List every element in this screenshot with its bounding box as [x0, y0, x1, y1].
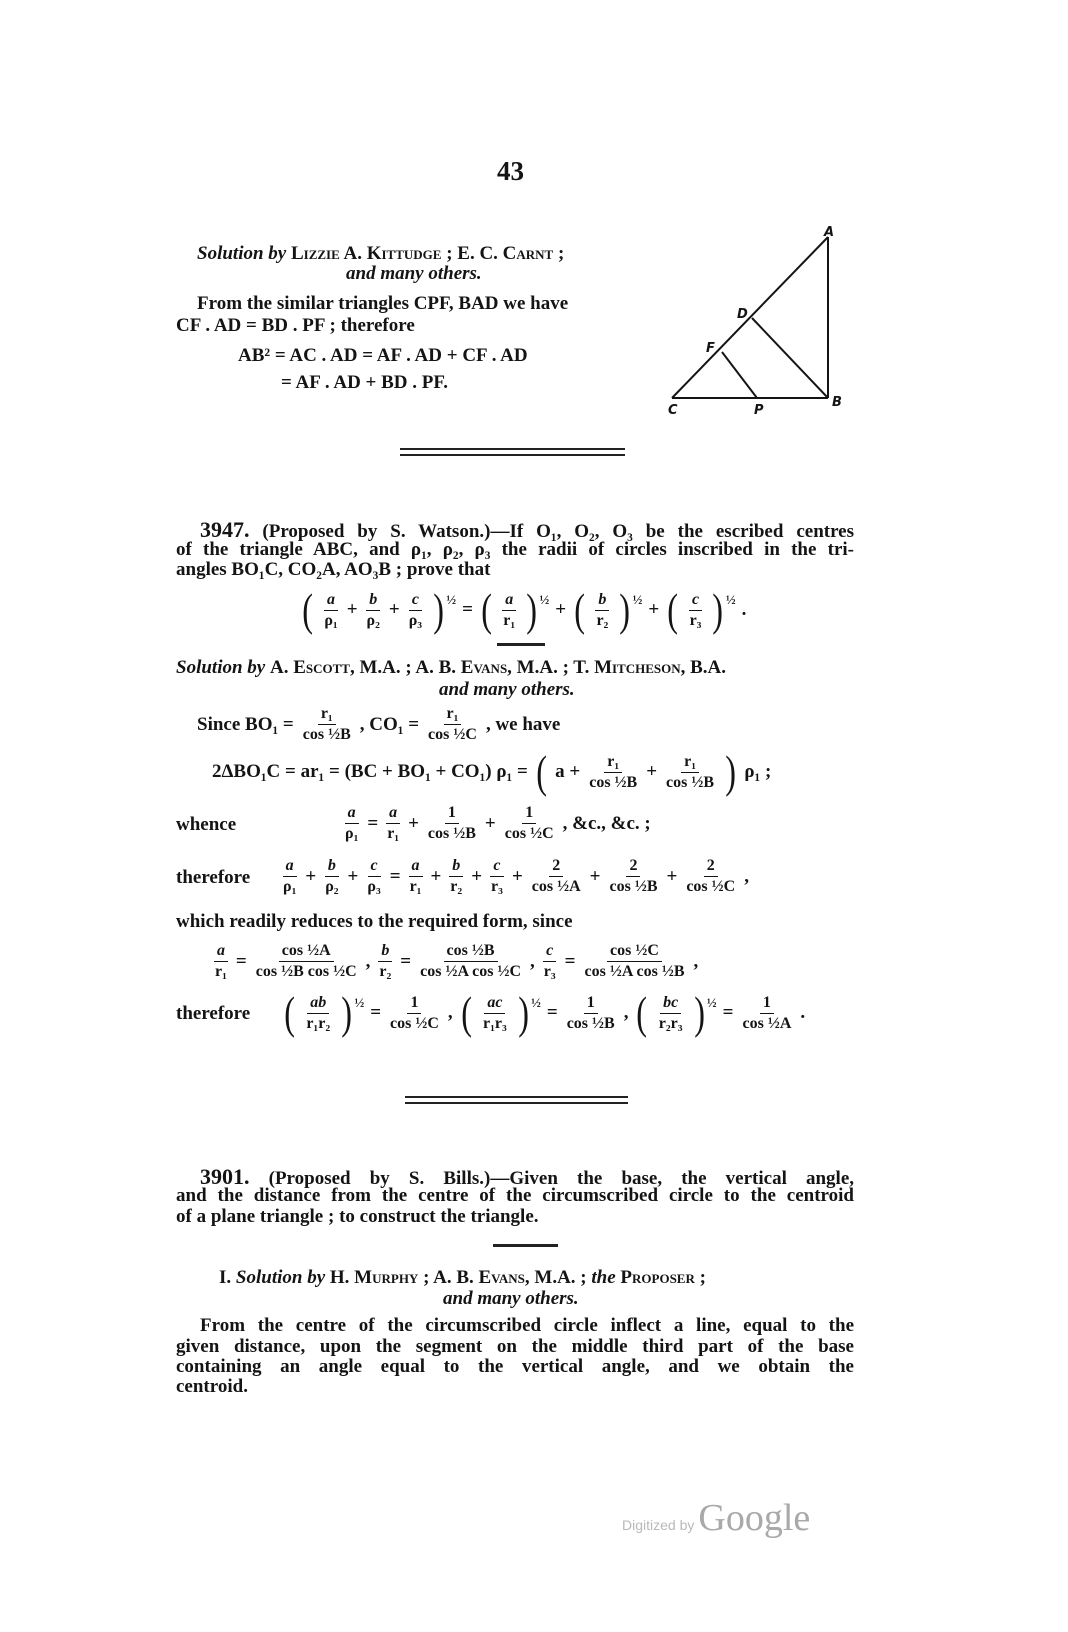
numerator: r₁: [318, 705, 336, 725]
fraction: [656, 994, 686, 1033]
numerator: a: [214, 942, 228, 962]
exponent: ½: [354, 995, 365, 1010]
problem-number: 3901.: [200, 1164, 250, 1189]
numerator: 2: [626, 857, 640, 877]
equation-text: +: [555, 599, 567, 620]
solution-heading: [219, 1267, 706, 1289]
exponent: ½: [706, 995, 717, 1010]
equation-text: ,: [693, 950, 699, 972]
equation-text: ,: [530, 950, 535, 972]
equation-text: , &c., &c. ;: [562, 812, 651, 834]
fraction: [425, 705, 480, 744]
solution-number: I.: [219, 1267, 232, 1288]
parenthesis: (: [481, 584, 492, 635]
area-equation: [212, 746, 772, 797]
fraction: [683, 857, 738, 896]
numerator: r₁: [681, 753, 699, 773]
denominator: cos ½A cos ½C: [420, 963, 521, 980]
equation-text: Since BO₁ =: [197, 713, 294, 735]
equation-text: +: [666, 865, 678, 887]
denominator: r₂: [379, 963, 392, 980]
fraction: [303, 994, 333, 1033]
google-logo: Google: [698, 1497, 811, 1539]
solution-authors: H. Murphy ; A. B. Evans, M.A. ;: [329, 1267, 587, 1288]
numerator: 2: [704, 857, 718, 877]
solution-proposer: Proposer ;: [620, 1267, 706, 1288]
exponent: ½: [531, 995, 541, 1010]
problem-text: (Proposed by S. Bills.)—Given the base, the vertical angle,: [268, 1168, 855, 1189]
fraction: [376, 942, 394, 981]
fraction: [417, 942, 524, 981]
problem-text: and the distance from the centre of the circumscribed circle to the centroid: [176, 1185, 854, 1206]
solution-label: Solution by: [197, 243, 287, 264]
text-line: From the similar triangles CPF, BAD we have: [197, 293, 569, 314]
numerator: b: [595, 591, 609, 611]
equation-text: +: [305, 865, 317, 887]
section-divider: [400, 448, 625, 450]
denominator: r₃: [689, 611, 702, 629]
denominator: r₁: [387, 825, 400, 842]
denominator: ρ₁: [283, 878, 297, 895]
solution-authors: Lizzie A. Kittudge ; E. C. Carnt ;: [290, 243, 565, 264]
equation-text: +: [347, 865, 359, 887]
numerator: cos ½B: [444, 942, 498, 962]
numerator: 1: [522, 804, 536, 824]
text-line: CF . AD = BD . PF ; therefore: [176, 315, 415, 336]
whence-equation: [342, 804, 651, 843]
denominator: ρ₁: [345, 825, 359, 842]
denominator: cos ½A cos ½B: [584, 963, 685, 980]
equation-text: +: [484, 812, 496, 834]
parenthesis: ): [712, 584, 724, 635]
fraction: [687, 591, 705, 630]
numerator: a: [283, 857, 297, 877]
fraction: [581, 942, 687, 981]
numerator: c: [409, 591, 422, 611]
fraction: [364, 591, 383, 630]
denominator: ρ₃: [367, 878, 381, 895]
parenthesis: (: [460, 987, 472, 1038]
numerator: 1: [584, 994, 598, 1014]
label-b: B: [832, 395, 842, 410]
fraction: [529, 857, 584, 896]
fraction: [322, 857, 341, 896]
exponent: ½: [632, 592, 643, 607]
equation-text: =: [722, 1002, 734, 1023]
prove-equation: [300, 584, 747, 635]
therefore-equation-2: [282, 987, 806, 1038]
equation-text: +: [646, 761, 658, 782]
equation-text: =: [400, 950, 412, 972]
equation-text: +: [346, 599, 358, 620]
numerator: a: [409, 857, 423, 877]
fraction: [586, 753, 640, 792]
equation-text: .: [741, 599, 747, 620]
problem-text: (Proposed by S. Watson.)—If O₁, O₂, O₃ be the escribed centres: [262, 521, 854, 542]
section-divider: [405, 1096, 628, 1098]
equation-text: +: [471, 865, 483, 887]
parenthesis: ): [341, 987, 353, 1038]
therefore-label: therefore: [176, 867, 251, 888]
numerator: a: [386, 804, 400, 824]
equation-text: ,: [623, 1002, 629, 1023]
body-line: given distance, upon the segment on the middle third part of the base: [176, 1336, 854, 1357]
fraction: [663, 753, 717, 792]
denominator: cos ½B: [302, 726, 351, 743]
therefore-label: therefore: [176, 1003, 251, 1024]
cos-equations: [212, 942, 698, 981]
equation-text: +: [388, 599, 400, 620]
body-line: containing an angle equal to the vertical angle, and we obtain the: [176, 1356, 854, 1377]
denominator: cos ½C: [390, 1014, 439, 1032]
numerator: ab: [307, 994, 329, 1014]
numerator: ac: [484, 994, 505, 1014]
denominator: r₃: [491, 878, 503, 895]
equation-text: =: [370, 1002, 382, 1023]
therefore-equation: [280, 857, 749, 896]
equation-line: = AF . AD + BD . PF.: [281, 372, 448, 393]
denominator: cos ½C: [428, 726, 477, 743]
equation-text: .: [800, 1002, 806, 1023]
label-c: C: [668, 403, 678, 418]
denominator: r₃: [543, 963, 556, 980]
fraction: [406, 591, 425, 630]
fraction: [387, 994, 442, 1033]
label-a: A: [824, 225, 835, 240]
denominator: r₁: [409, 878, 422, 895]
numerator: a: [502, 591, 516, 611]
numerator: 1: [760, 994, 774, 1014]
parenthesis: (: [536, 746, 547, 797]
body-line: From the centre of the circumscribed circle inflect a line, equal to the: [200, 1315, 854, 1336]
solution-the: the: [591, 1267, 616, 1288]
numerator: a: [324, 591, 338, 611]
fraction: [564, 994, 618, 1033]
equation-text: +: [511, 865, 523, 887]
parenthesis: ): [526, 584, 538, 635]
parenthesis: ): [725, 746, 737, 797]
equation-line: AB² = AC . AD = AF . AD + CF . AD: [238, 345, 528, 366]
since-equation: [197, 705, 560, 744]
equation-text: +: [648, 599, 660, 620]
equation-text: =: [462, 599, 473, 620]
denominator: ρ₃: [408, 611, 423, 629]
fraction: [447, 857, 465, 896]
denominator: cos ½B: [666, 773, 715, 791]
denominator: cos ½A: [742, 1014, 792, 1032]
equation-text: =: [235, 950, 247, 972]
denominator: cos ½C: [504, 825, 554, 842]
fraction: [364, 857, 383, 896]
denominator: cos ½B: [609, 878, 658, 895]
exponent: ½: [539, 592, 550, 607]
fraction: [321, 591, 340, 630]
fraction: [300, 705, 354, 744]
fraction: [739, 994, 794, 1033]
fraction: [606, 857, 660, 896]
watermark-prefix: Digitized by: [622, 1517, 695, 1533]
numerator: b: [325, 857, 339, 877]
equation-text: +: [430, 865, 442, 887]
triangle-diagram: [660, 222, 850, 422]
denominator: r₁: [215, 963, 227, 980]
equation-text: =: [389, 865, 401, 887]
equation-text: =: [367, 812, 379, 834]
parenthesis: (: [574, 584, 586, 635]
fraction: [502, 804, 557, 843]
solution-heading: [197, 243, 564, 265]
exponent: ½: [725, 592, 736, 607]
parenthesis: (: [284, 987, 296, 1038]
label-d: D: [737, 307, 748, 322]
numerator: r₁: [604, 753, 622, 773]
denominator: cos ½A: [531, 878, 581, 895]
whence-label: whence: [176, 814, 237, 835]
numerator: b: [449, 857, 463, 877]
solution-label: Solution by: [176, 657, 266, 678]
fraction: [425, 804, 479, 843]
denominator: ρ₁: [324, 611, 338, 629]
denominator: ρ₂: [366, 611, 380, 629]
denominator: cos ½B: [427, 825, 476, 842]
denominator: cos ½B cos ½C: [255, 963, 357, 980]
fraction: [407, 857, 425, 896]
body-line: centroid.: [176, 1376, 248, 1397]
page-number: 43: [497, 156, 524, 186]
fraction: [500, 591, 518, 630]
fraction: [541, 942, 559, 981]
numerator: 2: [549, 857, 563, 877]
parenthesis: (: [667, 584, 679, 635]
fraction: [384, 804, 402, 843]
problem-text: of a plane triangle ; to construct the triangle.: [176, 1206, 539, 1227]
denominator: r₂: [596, 611, 609, 629]
fraction: [280, 857, 299, 896]
denominator: r₂r₃: [658, 1014, 683, 1032]
label-f: F: [706, 341, 715, 356]
denominator: cos ½B: [566, 1014, 615, 1032]
fraction: [488, 857, 506, 896]
parenthesis: ): [693, 987, 705, 1038]
equation-text: ρ₁ ;: [744, 761, 772, 782]
parenthesis: (: [302, 584, 314, 635]
numerator: c: [689, 591, 702, 611]
equation-text: =: [546, 1002, 558, 1023]
numerator: 1: [407, 994, 421, 1014]
fraction: [253, 942, 360, 981]
fraction: [342, 804, 361, 843]
parenthesis: ): [619, 584, 631, 635]
numerator: c: [368, 857, 381, 877]
equation-text: ,: [365, 950, 371, 972]
problem-number: 3947.: [200, 517, 250, 542]
short-divider: [497, 643, 545, 646]
problem-text: of the triangle ABC, and ρ₁, ρ₂, ρ₃ the radii of circles inscribed in the tri-: [176, 539, 854, 560]
solution-authors: A. Escott, M.A. ; A. B. Evans, M.A. ; T. Mitcheson, B.A.: [269, 657, 727, 678]
denominator: r₁r₂: [306, 1014, 331, 1032]
and-many-others: and many others.: [346, 263, 482, 284]
parenthesis: ): [518, 987, 529, 1038]
fraction: [593, 591, 611, 630]
numerator: c: [543, 942, 556, 962]
equation-text: ,: [447, 1002, 453, 1023]
fraction: [212, 942, 230, 981]
problem-text: angles BO₁C, CO₂A, AO₃B ; prove that: [176, 559, 491, 580]
numerator: b: [366, 591, 380, 611]
numerator: c: [490, 857, 503, 877]
short-divider: [493, 1244, 558, 1247]
exponent: ½: [446, 592, 457, 607]
numerator: b: [378, 942, 392, 962]
denominator: ρ₂: [325, 878, 339, 895]
denominator: r₂: [450, 878, 463, 895]
denominator: cos ½C: [686, 878, 736, 895]
equation-text: , we have: [485, 713, 561, 735]
label-p: P: [754, 403, 764, 418]
text-line: which readily reduces to the required form, since: [176, 911, 573, 932]
fraction: [480, 994, 510, 1033]
numerator: cos ½A: [279, 942, 334, 962]
equation-text: ,: [744, 865, 749, 887]
equation-text: +: [408, 812, 419, 834]
numerator: bc: [660, 994, 681, 1014]
solution-heading: [176, 657, 726, 679]
parenthesis: (: [636, 987, 648, 1038]
denominator: cos ½B: [589, 773, 638, 791]
numerator: r₁: [444, 705, 462, 725]
equation-text: +: [589, 865, 601, 887]
section-divider: [400, 454, 625, 456]
section-divider: [405, 1102, 628, 1104]
numerator: 1: [445, 804, 459, 824]
equation-text: =: [564, 950, 576, 972]
denominator: r₁: [503, 611, 516, 629]
equation-text: , CO₁ =: [359, 713, 420, 735]
numerator: a: [345, 804, 359, 824]
solution-label: Solution by: [235, 1267, 326, 1288]
and-many-others: and many others.: [443, 1288, 579, 1309]
denominator: r₁r₃: [483, 1014, 507, 1032]
numerator: cos ½C: [607, 942, 662, 962]
equation-text: a +: [555, 761, 581, 782]
equation-text: 2ΔBO₁C = ar₁ = (BC + BO₁ + CO₁) ρ₁ =: [212, 761, 528, 782]
google-watermark: [622, 1496, 810, 1540]
parenthesis: ): [433, 584, 445, 635]
and-many-others: and many others.: [439, 679, 575, 700]
